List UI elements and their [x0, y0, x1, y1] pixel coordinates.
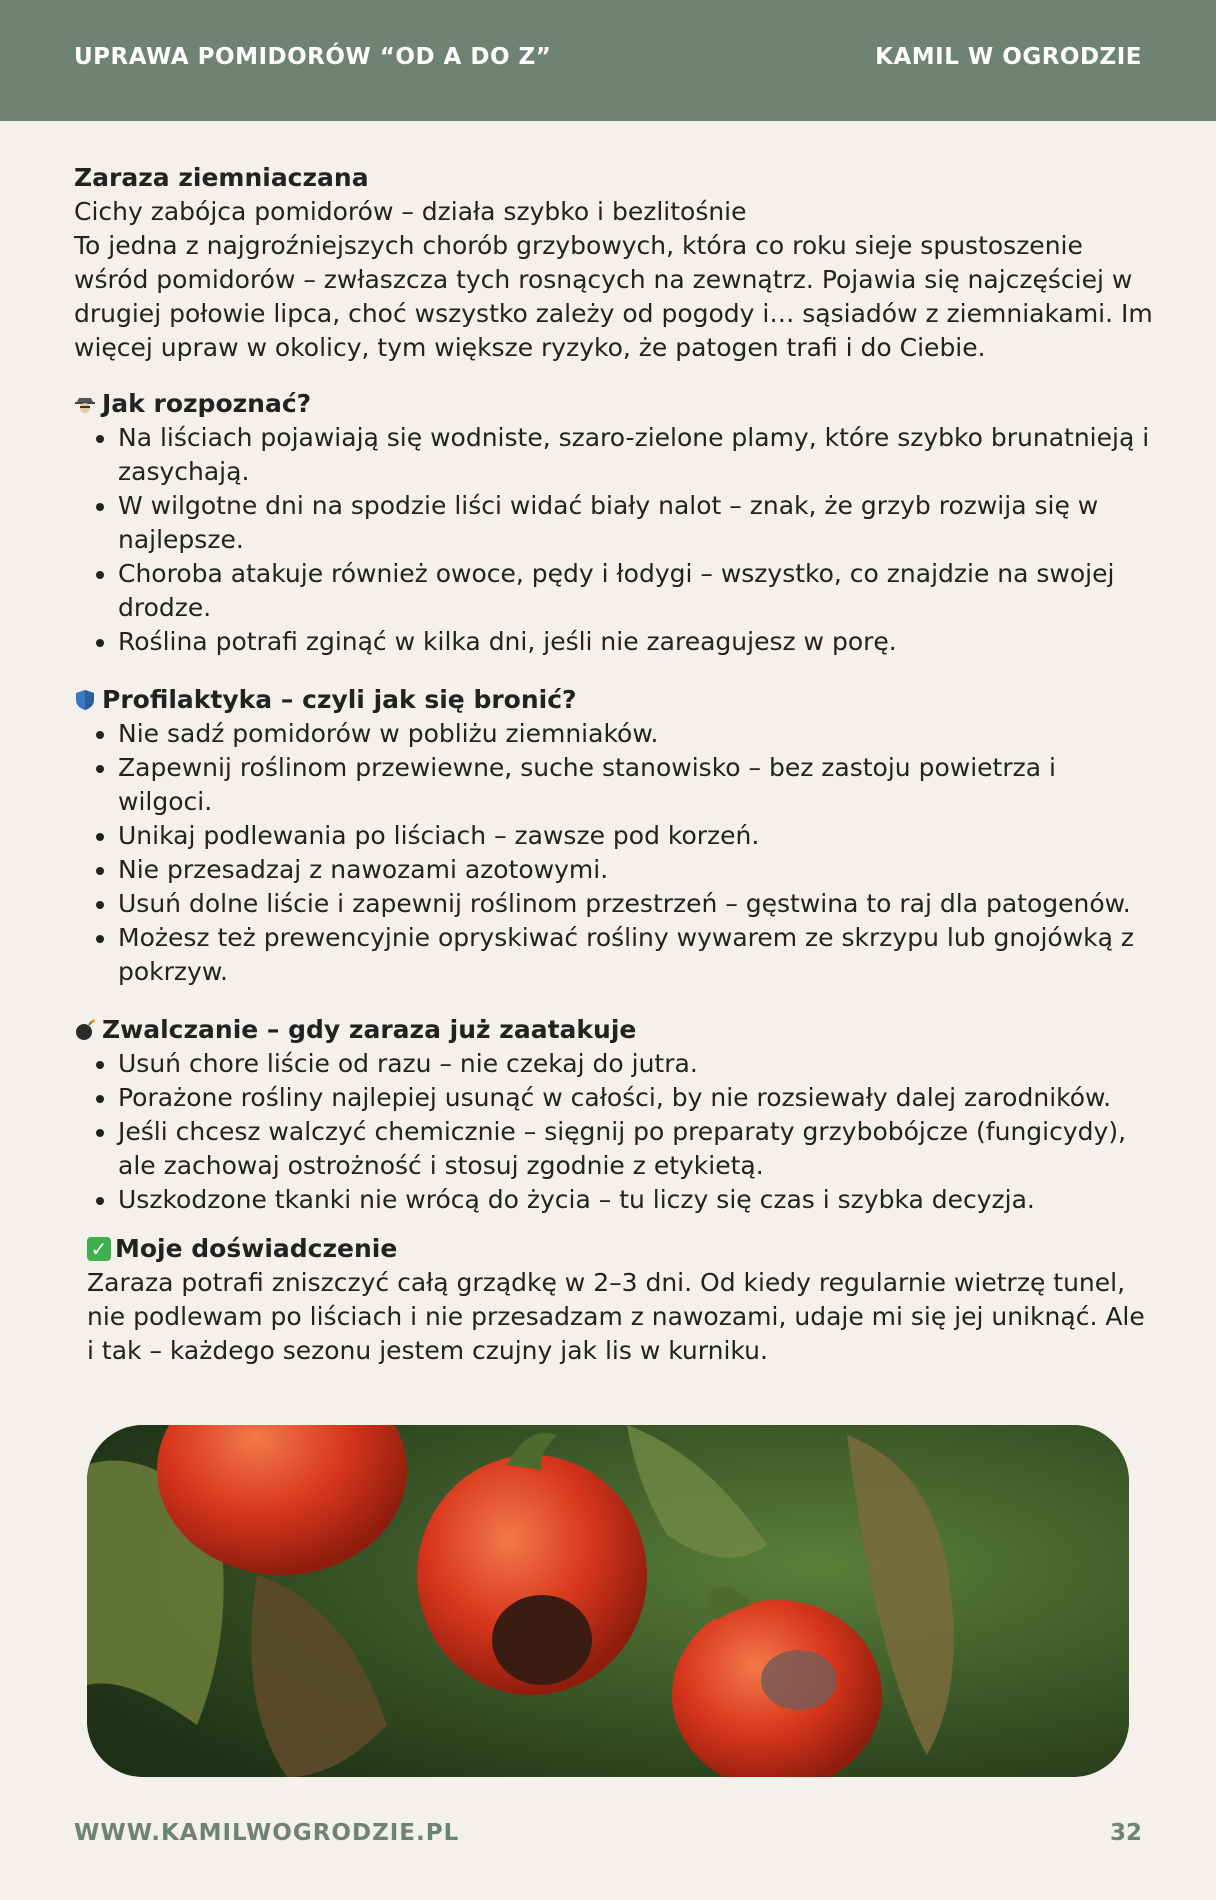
list-item: • Zapewnij roślinom przewiewne, suche stanowisko – bez zastoju powietrza i wilgoci.	[118, 751, 1154, 819]
section-title: Zwalczanie – gdy zaraza już zaatakuje	[102, 1015, 637, 1044]
list-item: • Na liściach pojawiają się wodniste, szaro-zielone plamy, które szybko brunatnieją i zasychają.	[118, 421, 1154, 489]
list-item: • Usuń dolne liście i zapewnij roślinom przestrzeń – gęstwina to raj dla patogenów.	[118, 887, 1154, 921]
intro-paragraph: To jedna z najgroźniejszych chorób grzybowych, która co roku sieje spustoszenie wśród pomidorów – zwłaszcza tych rosnących na zewnątrz. Pojawia się najczęściej w drugiej połowie lipca, choć wszystko zależy od pogody i… sąsiadów z ziemniakami. Im więcej upraw w okolicy, tym większe ryzyko, że patogen trafi i do Ciebie.	[74, 231, 1153, 362]
experience-paragraph: Zaraza potrafi zniszczyć całą grządkę w 2–3 dni. Od kiedy regularnie wietrzę tunel, nie podlewam po liściach i nie przesadzam z nawozami, udaje mi się jej uniknąć. Ale i tak – każdego sezonu jestem czujny jak lis w kurniku.	[87, 1268, 1145, 1365]
bomb-icon	[74, 1019, 96, 1041]
shield-icon	[74, 689, 96, 711]
list-item: • Unikaj podlewania po liściach – zawsze pod korzeń.	[118, 819, 1154, 853]
experience-title: Moje doświadczenie	[115, 1234, 398, 1263]
list-item: • W wilgotne dni na spodzie liści widać biały nalot – znak, że grzyb rozwija się w najlepsze.	[118, 489, 1154, 557]
prevention-list	[74, 717, 1154, 989]
book-title: UPRAWA POMIDORÓW “OD A DO Z”	[74, 44, 552, 70]
website-link[interactable]: WWW.KAMILWOGRODZIE.PL	[74, 1820, 460, 1846]
author-name: KAMIL W OGRODZIE	[875, 44, 1142, 70]
detective-icon	[74, 393, 96, 415]
check-icon: ✓	[87, 1237, 111, 1261]
tomato-blight-photo	[87, 1425, 1129, 1777]
list-item: • Możesz też prewencyjnie opryskiwać rośliny wywarem ze skrzypu lub gnojówką z pokrzyw.	[118, 921, 1154, 989]
section-prevention	[74, 683, 1154, 989]
article-title: Zaraza ziemniaczana	[74, 163, 369, 192]
experience-box	[74, 1232, 1154, 1368]
article-subtitle: Cichy zabójca pomidorów – działa szybko i bezlitośnie	[74, 197, 747, 226]
list-item: • Nie sadź pomidorów w pobliżu ziemniaków.	[118, 717, 1154, 751]
list-item: • Choroba atakuje również owoce, pędy i łodygi – wszystko, co znajdzie na swojej drodze.	[118, 557, 1154, 625]
list-item: • Porażone rośliny najlepiej usunąć w całości, by nie rozsiewały dalej zarodników.	[118, 1081, 1154, 1115]
page-header	[0, 0, 1216, 121]
page-number: 32	[1109, 1820, 1142, 1846]
treatment-list	[74, 1047, 1154, 1217]
tomato-illustration	[87, 1425, 1129, 1777]
article-content	[74, 161, 1154, 1368]
list-item: • Nie przesadzaj z nawozami azotowymi.	[118, 853, 1154, 887]
section-title: Profilaktyka – czyli jak się bronić?	[102, 685, 577, 714]
recognize-list	[74, 421, 1154, 659]
section-recognize	[74, 387, 1154, 659]
section-title: Jak rozpoznać?	[102, 389, 312, 418]
list-item: • Usuń chore liście od razu – nie czekaj do jutra.	[118, 1047, 1154, 1081]
list-item: • Roślina potrafi zginąć w kilka dni, jeśli nie zareagujesz w porę.	[118, 625, 1154, 659]
list-item: • Jeśli chcesz walczyć chemicznie – sięgnij po preparaty grzybobójcze (fungicydy), ale zachowaj ostrożność i stosuj zgodnie z etykietą.	[118, 1115, 1154, 1183]
list-item: • Uszkodzone tkanki nie wrócą do życia – tu liczy się czas i szybka decyzja.	[118, 1183, 1154, 1217]
section-treatment	[74, 1013, 1154, 1217]
